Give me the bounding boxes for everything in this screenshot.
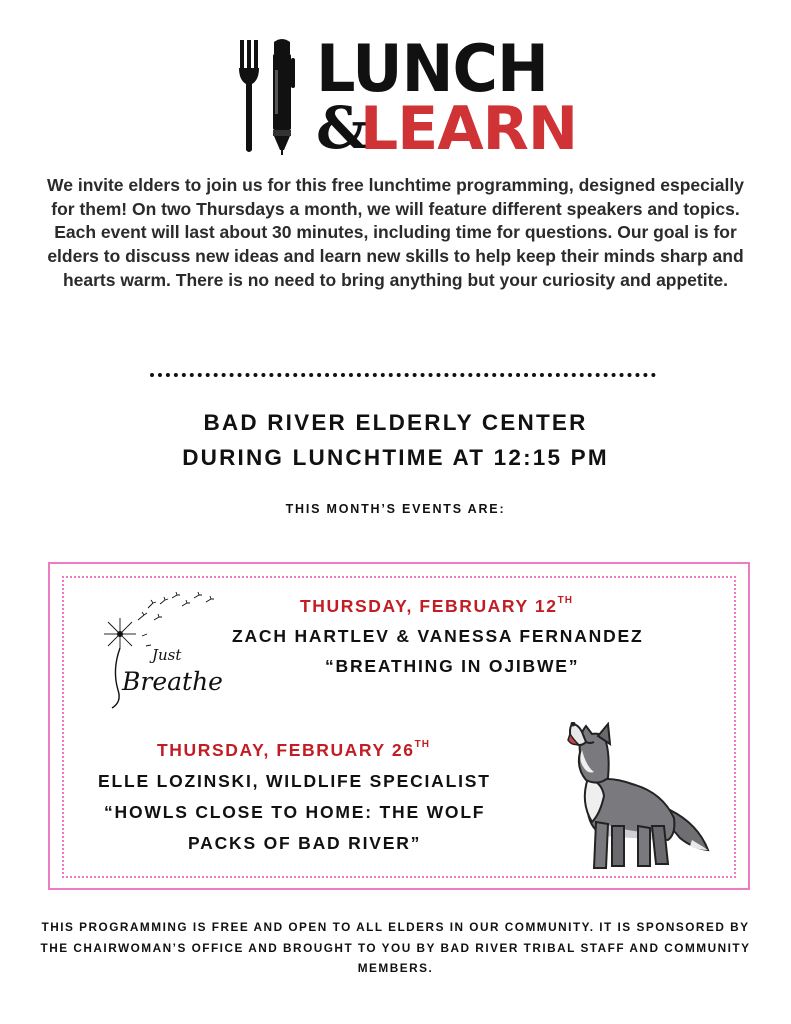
venue-info <box>40 405 751 475</box>
event-2-title-line-1: “HOWLS CLOSE TO HOME: THE WOLF <box>104 802 486 822</box>
logo-word-lunch: LUNCH <box>316 30 548 107</box>
event-1-title: “BREATHING IN OJIBWE” <box>325 656 580 676</box>
logo-ampersand: & <box>316 94 369 162</box>
event-2-date: THURSDAY, FEBRUARY 26TH <box>157 739 430 760</box>
events-heading: THIS MONTH’S EVENTS ARE: <box>285 502 506 516</box>
event-2-title-line-2: PACKS OF BAD RIVER” <box>188 833 422 853</box>
just-script: Just <box>152 646 182 664</box>
footer-note: THIS PROGRAMMING IS FREE AND OPEN TO ALL ELDERS IN OUR COMMUNITY. IT IS SPONSORED BY THE CHAIRWOMAN’S OFFICE AND BROUGHT TO YOU BY BAD RIVER TRIBAL STAFF AND COMMUNITY MEMBERS. <box>40 920 751 975</box>
intro-paragraph: We invite elders to join us for this free lunchtime programming, designed especially for them! On two Thursdays a month, we will feature different speakers and topics. Each event will last about 30 minutes, including time for questions. Our goal is for elders to discuss new ideas and learn new skills to help keep their minds sharp and hearts warm. There is no need to bring anything but your curiosity and appetite. <box>47 175 744 290</box>
event-1-date: THURSDAY, FEBRUARY 12TH <box>300 595 573 616</box>
lunch-and-learn-logo <box>236 30 578 164</box>
event-2-speaker: ELLE LOZINSKI, WILDLIFE SPECIALIST <box>98 771 491 791</box>
venue-location: BAD RIVER ELDERLY CENTER <box>203 410 588 435</box>
fork-pen-icon <box>236 38 316 156</box>
breathe-script: Breathe <box>122 667 223 696</box>
logo-word-learn: LEARN <box>360 94 578 164</box>
dandelion-just-breathe-icon <box>98 590 226 710</box>
event-1-speaker: ZACH HARTLEV & VANESSA FERNANDEZ <box>232 626 644 646</box>
dotted-divider <box>150 373 656 377</box>
venue-time: DURING LUNCHTIME AT 12:15 PM <box>182 445 609 470</box>
howling-wolf-icon <box>552 722 712 877</box>
